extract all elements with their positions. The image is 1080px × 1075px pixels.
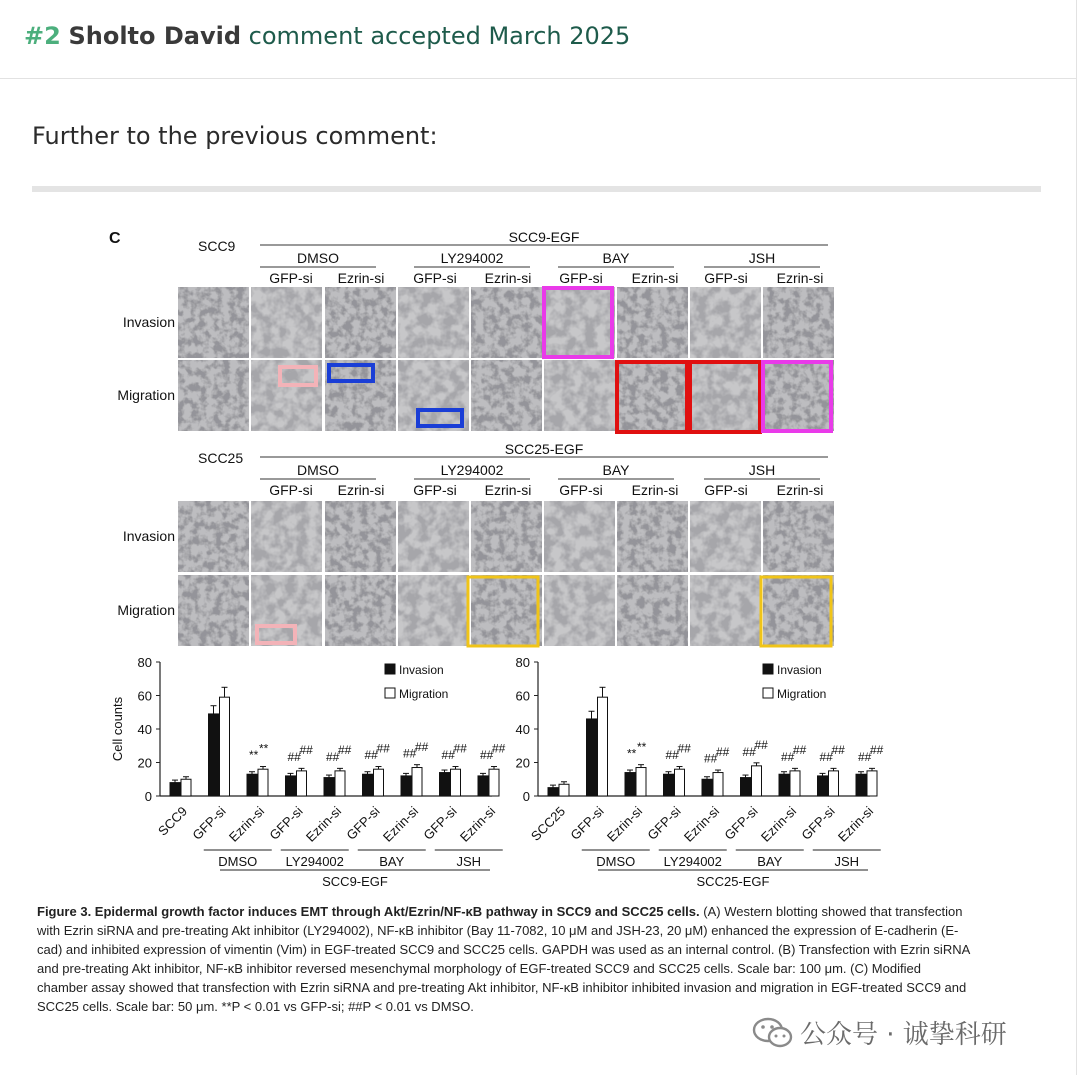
significance-marker: ##: [376, 741, 390, 756]
y-tick-label: 0: [144, 789, 152, 804]
legend-label: Invasion: [777, 663, 822, 677]
comment-header-line: [24, 22, 630, 50]
treatment-label: LY294002: [440, 462, 504, 478]
significance-marker: ##: [364, 748, 378, 763]
bar-chart-1: [516, 655, 884, 889]
comment-author[interactable]: Sholto David: [68, 22, 242, 50]
significance-marker: ##: [403, 746, 417, 761]
group-label: BAY: [379, 854, 405, 869]
micrograph-panel: [617, 501, 688, 572]
caption-title: Figure 3. Epidermal growth factor induces EMT through Akt/Ezrin/NF-κB pathway in SCC9 and SCC25 cells.: [37, 904, 700, 919]
micrograph-panel: [471, 287, 542, 358]
y-tick-label: 40: [515, 722, 530, 737]
significance-marker: **: [249, 748, 259, 763]
category-label: Ezrin-si: [225, 803, 268, 845]
significance-marker: ##: [299, 743, 313, 758]
migration-bar: [220, 697, 230, 796]
sirna-label: Ezrin-si: [776, 482, 824, 498]
caption-body: (A) Western blotting showed that transfection with Ezrin siRNA and pre-treating Akt inhibitor (LY294002), NF-κB inhibitor (Bay 11-7082, 10 μM and JSH-23, 20 μM) enhanced the expression of E-cadherin (E-cad) and inhibited expression of vimentin (Vim) in EGF-treated SCC9 and SCC25 cells. GAPDH was used as an internal control. (B) Transfection with Ezrin siRNA and pre-treating Akt inhibitor, NF-κB inhibitor reversed mesenchymal morphology of EGF-treated SCC9 and SCC25 cells. Scale bar: 100 μm. (C) Modified chamber assay showed that transfection with Ezrin siRNA and pre-treating Akt inhibitor, NF-κB inhibitor inhibited invasion and migration in EGF-treated SCC9 and SCC25 cells. Scale bar: 50 μm. **P < 0.01 vs GFP-si; ##P < 0.01 vs DMSO.: [37, 904, 970, 1014]
wechat-icon: [752, 1016, 794, 1050]
significance-marker: **: [637, 739, 647, 754]
micrograph-panel: [763, 360, 834, 431]
migration-bar: [636, 768, 646, 796]
micrograph-panel: [471, 575, 542, 646]
migration-bar: [752, 766, 762, 796]
migration-bar: [867, 771, 877, 796]
y-tick-label: 60: [137, 688, 152, 704]
significance-marker: ##: [819, 749, 833, 764]
y-tick-label: 60: [515, 688, 530, 704]
micrograph-panel: [398, 501, 469, 572]
sirna-label: GFP-si: [704, 270, 748, 286]
significance-marker: ##: [704, 751, 718, 766]
category-label: Ezrin-si: [379, 803, 422, 845]
category-label: Ezrin-si: [302, 803, 345, 845]
sirna-label: GFP-si: [269, 270, 313, 286]
legend-swatch: [763, 688, 773, 698]
group-label: BAY: [757, 854, 783, 869]
category-label: GFP-si: [343, 803, 383, 843]
right-border: [1076, 0, 1077, 1075]
watermark-text: 公众号 · 诚挚科研: [800, 1020, 1007, 1050]
invasion-bar: [209, 714, 219, 796]
invasion-bar: [170, 783, 180, 796]
row-label: Invasion: [122, 314, 175, 330]
significance-marker: ##: [677, 741, 691, 756]
y-tick-label: 80: [515, 655, 530, 670]
scc25-labels: [198, 441, 828, 498]
category-label: GFP-si: [266, 803, 306, 843]
watermark: [752, 1014, 1007, 1051]
significance-marker: **: [259, 741, 269, 756]
category-label: SCC9: [154, 803, 191, 839]
group-label: JSH: [834, 854, 860, 869]
egf-group-title: SCC25-EGF: [504, 441, 584, 457]
micrograph-panel: [617, 360, 688, 431]
treatment-label: BAY: [602, 250, 630, 266]
sirna-label: GFP-si: [413, 270, 457, 286]
micrograph-panel: [544, 501, 615, 572]
comment-intro: Further to the previous comment:: [32, 122, 438, 150]
invasion-bar: [324, 778, 334, 796]
significance-marker: ##: [858, 749, 872, 764]
category-label: Ezrin-si: [603, 803, 646, 845]
micrograph-panel: [398, 287, 469, 358]
micrograph-panel: [690, 360, 761, 431]
category-label: GFP-si: [798, 803, 838, 843]
treatment-label: DMSO: [297, 250, 339, 266]
significance-marker: ##: [480, 748, 494, 763]
significance-marker: ##: [326, 749, 340, 764]
sirna-label: GFP-si: [269, 482, 313, 498]
micrograph-panel: [544, 575, 615, 646]
group-label: DMSO: [218, 854, 258, 869]
migration-bar: [258, 769, 268, 796]
y-tick-label: 20: [137, 755, 152, 771]
micrograph-panel: [325, 360, 396, 431]
migration-bar: [335, 771, 345, 796]
micrograph-panel: [690, 287, 761, 358]
group-label: LY294002: [285, 854, 344, 869]
migration-bar: [412, 768, 422, 796]
micrograph-panel: [178, 501, 249, 572]
row-label: Migration: [117, 602, 175, 618]
micrograph-panel: [251, 575, 322, 646]
invasion-bar: [818, 776, 828, 796]
micrograph-panel: [544, 360, 615, 431]
cell-line-label: SCC9: [198, 238, 236, 254]
invasion-bar: [548, 788, 558, 796]
micrograph-panel: [251, 360, 322, 431]
bar-charts: [110, 655, 884, 889]
invasion-bar: [856, 774, 866, 796]
invasion-bar: [587, 719, 597, 796]
micrograph-panel: [325, 575, 396, 646]
comment-number[interactable]: #2: [24, 22, 61, 50]
group-label: DMSO: [596, 854, 636, 869]
sirna-label: GFP-si: [704, 482, 748, 498]
invasion-bar: [702, 779, 712, 796]
category-label: GFP-si: [567, 803, 607, 843]
invasion-bar: [741, 778, 751, 796]
significance-marker: ##: [793, 743, 807, 758]
sirna-label: Ezrin-si: [337, 482, 385, 498]
sirna-label: Ezrin-si: [484, 270, 532, 286]
migration-bar: [559, 784, 569, 796]
migration-bar: [829, 771, 839, 796]
comment-header: [0, 0, 1077, 79]
micrograph-panel: [325, 287, 396, 358]
significance-marker: ##: [492, 741, 506, 756]
figure-svg: [30, 215, 1042, 895]
significance-marker: ##: [742, 744, 756, 759]
bar-chart-0: [110, 655, 506, 889]
category-label: Ezrin-si: [834, 803, 877, 845]
category-label: Ezrin-si: [680, 803, 723, 845]
migration-bar: [181, 779, 191, 796]
legend-swatch: [385, 688, 395, 698]
significance-marker: ##: [870, 743, 884, 758]
scc9-labels: [198, 229, 828, 286]
invasion-bar: [478, 776, 488, 796]
migration-bar: [598, 697, 608, 796]
significance-marker: ##: [338, 743, 352, 758]
sirna-label: GFP-si: [559, 270, 603, 286]
micrograph-panel: [690, 501, 761, 572]
micrograph-panel: [471, 501, 542, 572]
invasion-bar: [286, 776, 296, 796]
micrograph-panel: [763, 575, 834, 646]
significance-marker: ##: [453, 741, 467, 756]
micrograph-panel: [617, 287, 688, 358]
y-tick-label: 40: [137, 722, 152, 737]
significance-marker: **: [627, 746, 637, 761]
migration-bar: [713, 773, 723, 796]
invasion-bar: [625, 773, 635, 796]
micrograph-panel: [763, 287, 834, 358]
invasion-bar: [779, 774, 789, 796]
sirna-label: Ezrin-si: [631, 482, 679, 498]
legend-label: Migration: [399, 687, 449, 701]
legend-label: Invasion: [399, 663, 444, 677]
sirna-label: GFP-si: [413, 482, 457, 498]
treatment-label: JSH: [748, 462, 776, 478]
migration-bar: [675, 769, 685, 796]
category-label: GFP-si: [721, 803, 761, 843]
significance-marker: ##: [287, 749, 301, 764]
category-label: Ezrin-si: [757, 803, 800, 845]
category-label: SCC25: [527, 803, 569, 844]
category-label: GFP-si: [644, 803, 684, 843]
sirna-label: Ezrin-si: [776, 270, 824, 286]
sirna-label: GFP-si: [559, 482, 603, 498]
y-tick-label: 20: [515, 755, 530, 771]
invasion-bar: [247, 774, 257, 796]
invasion-bar: [401, 776, 411, 796]
significance-marker: ##: [831, 743, 845, 758]
section-divider: [32, 186, 1041, 192]
x-axis-label: SCC25-EGF: [696, 874, 770, 889]
treatment-label: LY294002: [440, 250, 504, 266]
invasion-bar: [363, 774, 373, 796]
migration-bar: [374, 769, 384, 796]
micrograph-panel: [325, 501, 396, 572]
micrograph-panel: [763, 501, 834, 572]
figure-caption: [37, 902, 972, 1016]
migration-bar: [451, 769, 461, 796]
migration-bar: [489, 769, 499, 796]
micrograph-panel: [178, 287, 249, 358]
significance-marker: ##: [415, 739, 429, 754]
micrograph-panel: [471, 360, 542, 431]
micrograph-panel: [690, 575, 761, 646]
micrograph-panel: [544, 287, 615, 358]
legend-swatch: [385, 664, 395, 674]
micrograph-panel: [251, 501, 322, 572]
group-label: LY294002: [663, 854, 722, 869]
significance-marker: ##: [754, 738, 768, 753]
legend-swatch: [763, 664, 773, 674]
egf-group-title: SCC9-EGF: [508, 229, 580, 245]
sirna-label: Ezrin-si: [484, 482, 532, 498]
invasion-bar: [440, 773, 450, 796]
y-tick-label: 80: [137, 655, 152, 670]
significance-marker: ##: [781, 749, 795, 764]
micrograph-panel: [398, 575, 469, 646]
x-axis-label: SCC9-EGF: [322, 874, 388, 889]
treatment-label: JSH: [748, 250, 776, 266]
micrograph-panel: [398, 360, 469, 431]
micrograph-panels: [178, 287, 834, 646]
treatment-label: DMSO: [297, 462, 339, 478]
micrograph-panel: [251, 287, 322, 358]
significance-marker: ##: [441, 748, 455, 763]
migration-bar: [790, 771, 800, 796]
y-tick-label: 0: [522, 789, 530, 804]
y-axis-label: Cell counts: [110, 696, 125, 762]
sirna-label: Ezrin-si: [337, 270, 385, 286]
micrograph-panel: [178, 360, 249, 431]
row-label: Invasion: [122, 528, 175, 544]
legend-label: Migration: [777, 687, 827, 701]
category-label: GFP-si: [189, 803, 229, 843]
significance-marker: ##: [716, 744, 730, 759]
comment-status: comment accepted March 2025: [248, 22, 631, 50]
micrograph-panel: [617, 575, 688, 646]
migration-bar: [297, 771, 307, 796]
row-label: Migration: [117, 387, 175, 403]
category-label: GFP-si: [420, 803, 460, 843]
panel-label: C: [109, 230, 121, 247]
cell-line-label: SCC25: [198, 450, 244, 466]
sirna-label: Ezrin-si: [631, 270, 679, 286]
treatment-label: BAY: [602, 462, 630, 478]
category-label: Ezrin-si: [456, 803, 499, 845]
significance-marker: ##: [665, 748, 679, 763]
micrograph-panel: [178, 575, 249, 646]
group-label: JSH: [456, 854, 482, 869]
invasion-bar: [664, 774, 674, 796]
